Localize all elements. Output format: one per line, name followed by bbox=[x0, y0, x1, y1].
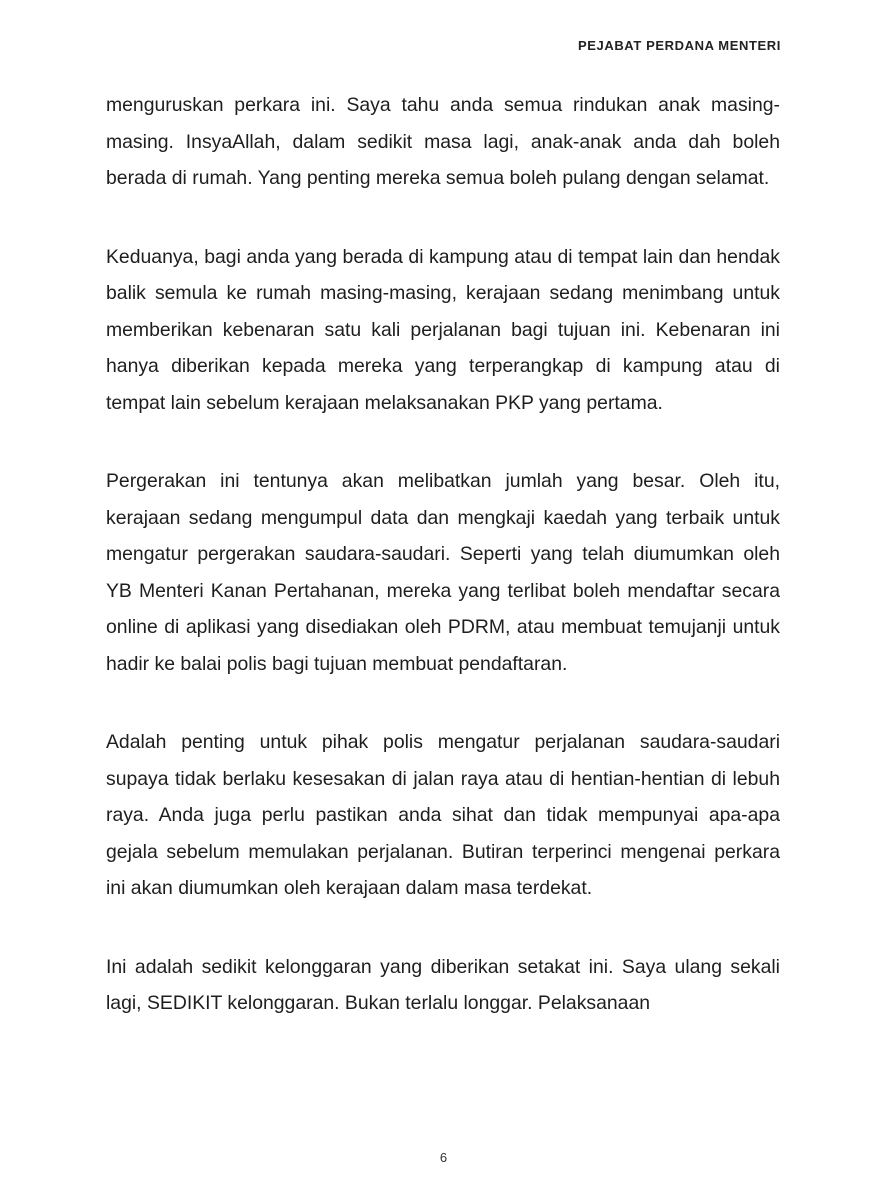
page-number: 6 bbox=[439, 1150, 448, 1165]
paragraph-4: Adalah penting untuk pihak polis mengatur perjalanan saudara-saudari supaya tidak berlaku kesesakan di jalan raya atau di hentian-hentian di lebuh raya. Anda juga perlu pastikan anda sihat dan tidak mempunyai apa-apa gejala sebelum memulakan perjalanan. Butiran terperinci mengenai perkara ini akan diumumkan oleh kerajaan dalam masa terdekat. bbox=[106, 731, 780, 899]
body-text bbox=[106, 87, 780, 1064]
page-header: PEJABAT PERDANA MENTERI bbox=[577, 38, 781, 53]
paragraph-5: Ini adalah sedikit kelonggaran yang diberikan setakat ini. Saya ulang sekali lagi, SEDIKIT kelonggaran. Bukan terlalu longgar. Pelaksanaan bbox=[106, 955, 780, 1014]
paragraph-2: Keduanya, bagi anda yang berada di kampung atau di tempat lain dan hendak balik semula ke rumah masing-masing, kerajaan sedang menimbang untuk memberikan kebenaran satu kali perjalanan bagi tujuan ini. Kebenaran ini hanya diberikan kepada mereka yang terperangkap di kampung atau di tempat lain sebelum kerajaan melaksanakan PKP yang pertama. bbox=[106, 245, 780, 414]
paragraph-3: Pergerakan ini tentunya akan melibatkan jumlah yang besar. Oleh itu, kerajaan sedang mengumpul data dan mengkaji kaedah yang terbaik untuk mengatur pergerakan saudara-saudari. Seperti yang telah diumumkan oleh YB Menteri Kanan Pertahanan, mereka yang terlibat boleh mendaftar secara online di aplikasi yang disediakan oleh PDRM, atau membuat temujanji untuk hadir ke balai polis bagi tujuan membuat pendaftaran. bbox=[106, 470, 780, 675]
paragraph-1: menguruskan perkara ini. Saya tahu anda semua rindukan anak masing-masing. InsyaAllah, dalam sedikit masa lagi, anak-anak anda dah boleh berada di rumah. Yang penting mereka semua boleh pulang dengan selamat. bbox=[106, 94, 780, 189]
